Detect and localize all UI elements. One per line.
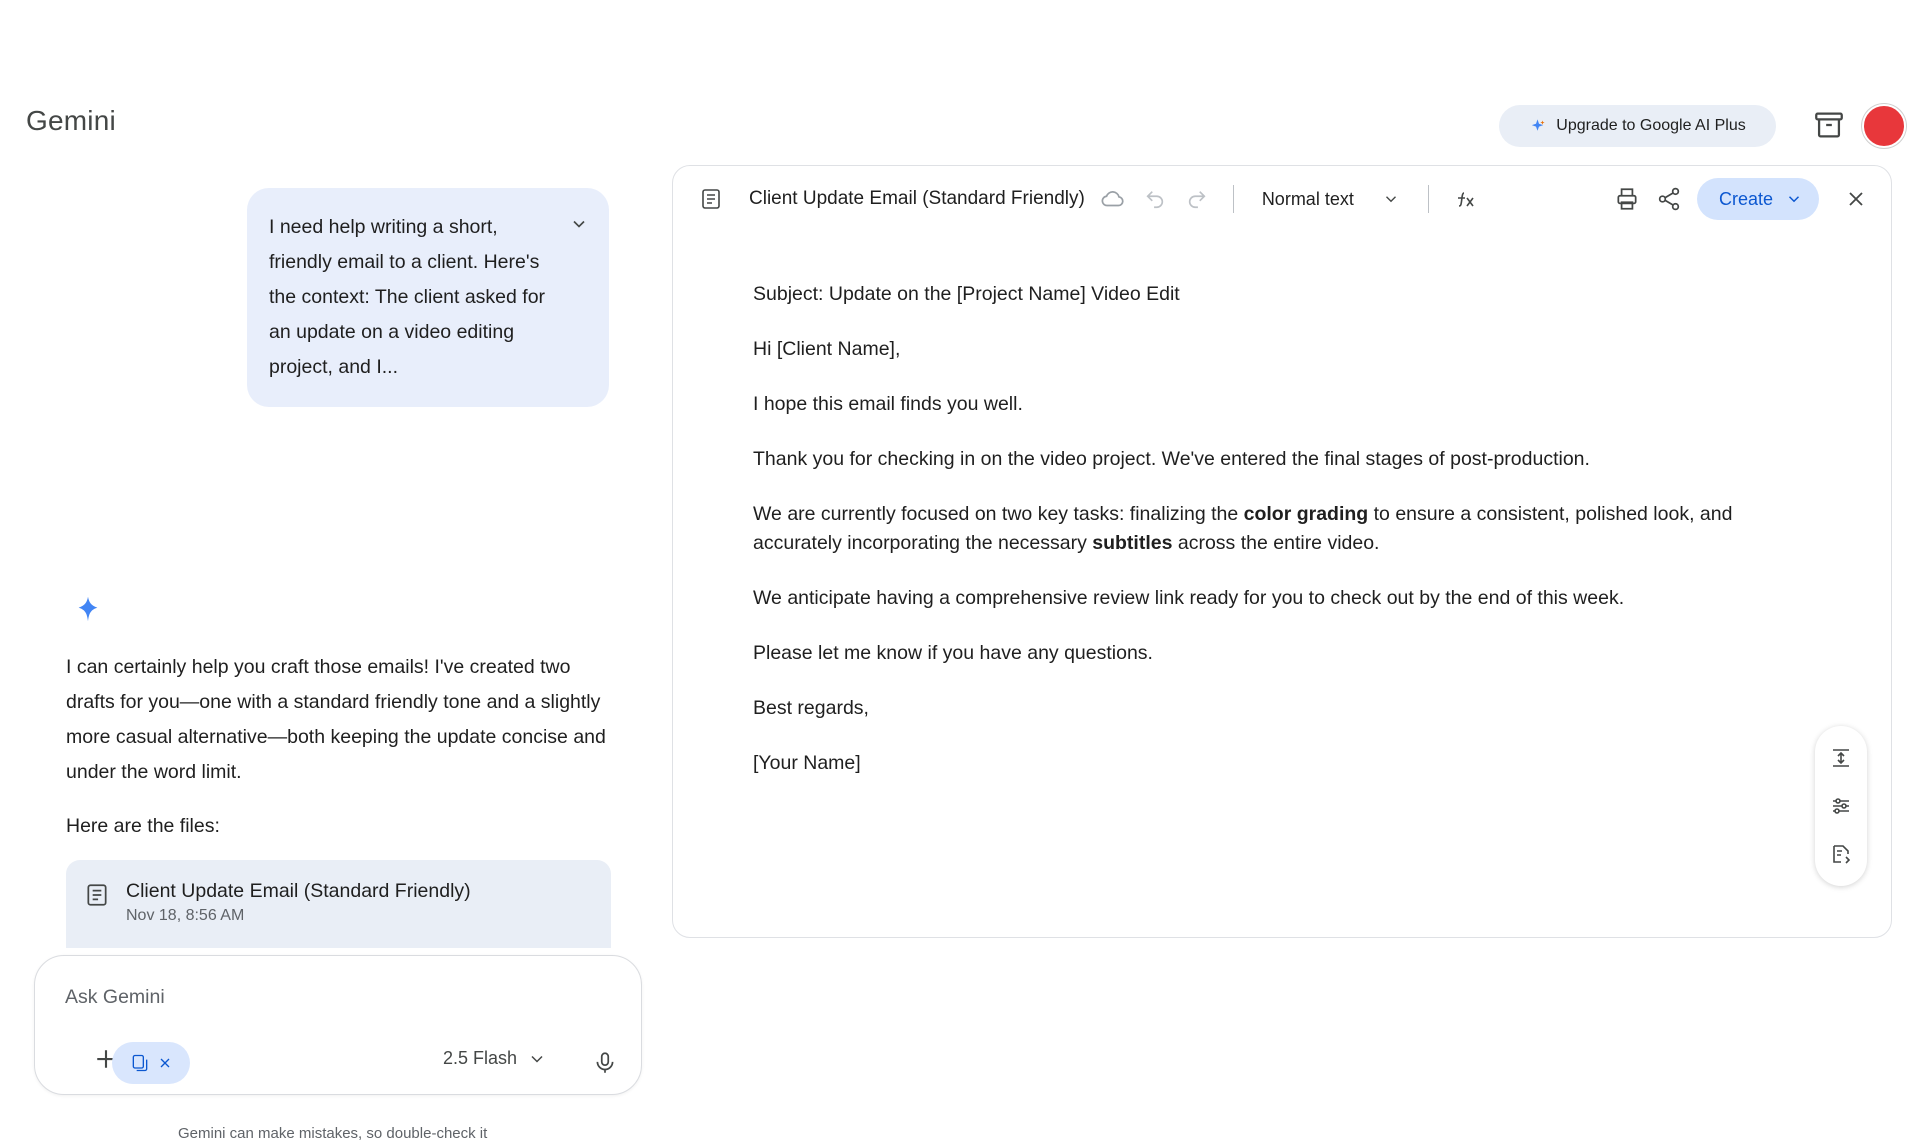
doc-line-1: I hope this email finds you well.	[753, 393, 1023, 415]
close-canvas-button[interactable]	[1841, 184, 1871, 214]
chevron-down-icon	[527, 1049, 547, 1069]
sparkle-icon	[1529, 118, 1546, 135]
attachment-chip[interactable]	[112, 1042, 190, 1084]
top-bar	[0, 0, 1920, 160]
toolbar-divider	[1233, 185, 1234, 213]
doc-line-3-part-2: to ensure a consistent, polished look, and accurately incorporating the necessary	[753, 503, 1733, 554]
edit-doc-icon[interactable]	[1827, 840, 1855, 868]
user-message-bubble[interactable]	[247, 188, 609, 407]
chevron-down-icon	[1785, 190, 1803, 208]
canvas-title: Client Update Email (Standard Friendly)	[749, 188, 1085, 209]
composer-placeholder: Ask Gemini	[65, 986, 165, 1008]
doc-line-5: Please let me know if you have any questions.	[753, 642, 1153, 664]
document-card[interactable]	[66, 860, 611, 948]
cloud-saved-icon[interactable]	[1099, 185, 1127, 213]
chat-column	[0, 160, 660, 1142]
doc-line-3-bold-2: subtitles	[1092, 532, 1173, 554]
assistant-files-label: Here are the files:	[66, 815, 220, 837]
share-icon[interactable]	[1655, 185, 1683, 213]
assistant-message-text: I can certainly help you craft those emails! I've created two drafts for you—one with a standard friendly tone and a slightly more casual alternative—both keeping the update concise and under the word limit.	[66, 656, 606, 783]
canvas-tool-rail	[1815, 726, 1867, 886]
doc-line-4: We anticipate having a comprehensive review link ready for you to check out by the end of this week.	[753, 587, 1625, 609]
document-body[interactable]	[673, 232, 1891, 937]
text-style-label: Normal text	[1261, 188, 1354, 209]
tune-icon[interactable]	[1827, 792, 1855, 820]
chevron-down-icon	[1382, 190, 1400, 208]
canvas-panel	[672, 165, 1892, 938]
app-brand: Gemini	[26, 105, 116, 136]
doc-line-3	[753, 500, 1811, 558]
close-icon[interactable]	[157, 1055, 173, 1071]
doc-line-3-bold-1: color grading	[1243, 503, 1369, 525]
print-icon[interactable]	[1613, 185, 1641, 213]
model-selector[interactable]	[443, 1048, 547, 1069]
create-label: Create	[1718, 188, 1773, 209]
document-card-title: Client Update Email (Standard Friendly)	[126, 880, 471, 902]
redo-icon[interactable]	[1183, 185, 1211, 213]
document-icon	[84, 882, 110, 908]
canvas-icon	[130, 1053, 150, 1073]
upgrade-label: Upgrade to Google AI Plus	[1556, 117, 1746, 134]
text-style-selector[interactable]	[1256, 189, 1406, 210]
avatar[interactable]	[1862, 104, 1906, 148]
canvas-toolbar	[673, 166, 1891, 232]
disclaimer-text: Gemini can make mistakes, so double-check it	[178, 1125, 488, 1142]
doc-signoff: Best regards,	[753, 697, 869, 719]
doc-line-3-part-3: across the entire video.	[1172, 532, 1380, 554]
archive-icon[interactable]	[1812, 108, 1846, 142]
doc-subject: Subject: Update on the [Project Name] Video Edit	[753, 283, 1180, 305]
chevron-down-icon[interactable]	[569, 214, 589, 234]
toolbar-divider-2	[1428, 185, 1429, 213]
gemini-sparkle-icon	[74, 595, 102, 623]
doc-name: [Your Name]	[753, 752, 861, 774]
document-card-date: Nov 18, 8:56 AM	[126, 907, 245, 924]
user-message-text: I need help writing a short, friendly email to a client. Here's the context: The client asked for an update on a video editing project, and I...	[269, 216, 546, 378]
create-button[interactable]	[1697, 178, 1819, 220]
microphone-icon[interactable]	[592, 1048, 618, 1078]
upgrade-button[interactable]	[1499, 105, 1776, 147]
document-icon	[697, 185, 725, 213]
doc-greeting: Hi [Client Name],	[753, 338, 901, 360]
doc-line-2: Thank you for checking in on the video project. We've entered the final stages of post-production.	[753, 448, 1590, 470]
line-spacing-icon[interactable]	[1827, 744, 1855, 772]
undo-icon[interactable]	[1141, 185, 1169, 213]
model-name: 2.5 Flash	[443, 1048, 518, 1068]
formula-icon[interactable]	[1451, 185, 1479, 213]
doc-line-3-part-1: We are currently focused on two key tasks: finalizing the	[753, 503, 1244, 525]
